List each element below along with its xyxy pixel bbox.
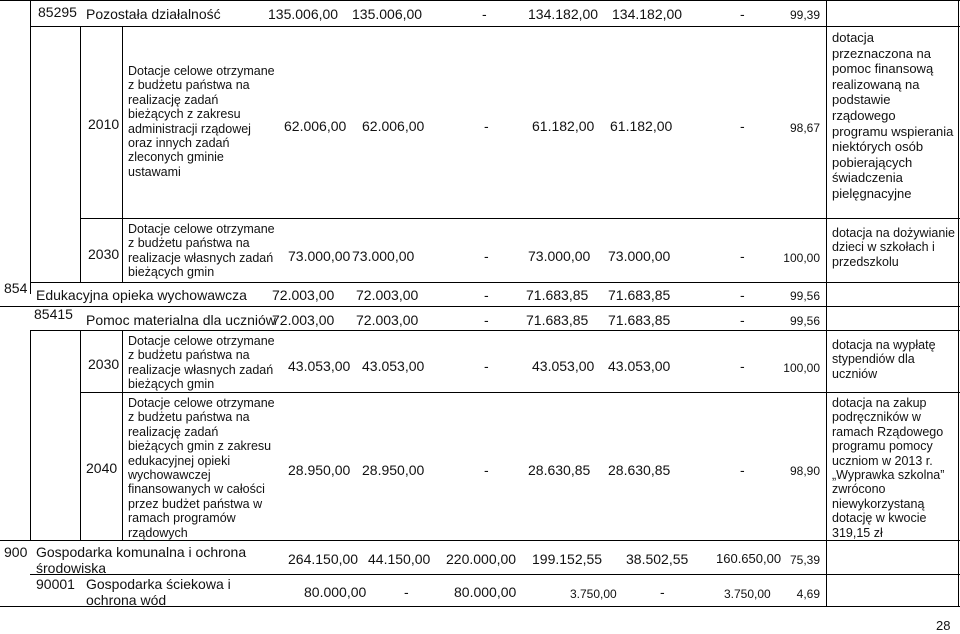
amount-exec-current: 61.182,00 [610, 118, 673, 134]
section-code: 85295 [38, 4, 77, 20]
grid-line [80, 330, 81, 540]
grid-line [80, 392, 960, 393]
amount-exec-property: - [740, 118, 745, 134]
section-name: Gospodarka ściekowa i ochrona wód [86, 576, 231, 608]
amount-plan-property: - [484, 248, 489, 264]
amount-plan-total: 135.006,00 [268, 6, 339, 22]
grid-line [80, 218, 960, 219]
amount-exec-current: 38.502,55 [626, 551, 689, 567]
amount-exec-property: - [740, 248, 745, 264]
paragraph-code: 2010 [88, 116, 120, 132]
page-number: 28 [936, 618, 951, 633]
percent-executed: 100,00 [783, 361, 820, 375]
paragraph-code: 2030 [88, 246, 120, 262]
grid-line [0, 540, 960, 541]
amount-plan-current: 43.053,00 [362, 358, 425, 374]
grid-line [80, 26, 81, 282]
amount-exec-total: 3.750,00 [570, 587, 617, 601]
paragraph-description: Dotacje celowe otrzymane z budżetu państwa na realizację zadań bieżących z zakresu administracji rządowej oraz innych zadań zleconych gminie ustawami [128, 64, 275, 179]
amount-plan-total: 72.003,00 [272, 312, 335, 328]
amount-plan-total: 73.000,00 [288, 248, 351, 264]
section-code: 85415 [34, 306, 73, 322]
grid-line [0, 0, 960, 1]
grid-line [30, 282, 960, 283]
paragraph-description: Dotacje celowe otrzymane z budżetu państwa na realizacje własnych zadań bieżących gmin [128, 334, 275, 392]
amount-exec-total: 134.182,00 [528, 6, 599, 22]
percent-executed: 100,00 [783, 251, 820, 265]
amount-exec-property: 160.650,00 [716, 551, 782, 566]
amount-exec-current: 71.683,85 [608, 287, 671, 303]
percent-executed: 99,39 [789, 8, 820, 22]
amount-plan-property: - [484, 118, 489, 134]
section-code: 90001 [36, 576, 75, 592]
percent-executed: 4,69 [796, 587, 820, 601]
grid-line [122, 330, 123, 540]
row-note: dotacja na wypłatę stypendiów dla uczniów [832, 338, 936, 381]
grid-line [958, 0, 959, 606]
amount-plan-current: 44.150,00 [368, 551, 431, 567]
amount-plan-current: 72.003,00 [356, 312, 419, 328]
percent-executed: 99,56 [789, 314, 820, 328]
amount-exec-total: 71.683,85 [526, 287, 589, 303]
amount-plan-property: - [484, 358, 489, 374]
amount-plan-property: - [484, 312, 489, 328]
paragraph-code: 2030 [88, 356, 120, 372]
amount-plan-property: 220.000,00 [446, 551, 517, 567]
grid-line [0, 306, 960, 307]
section-name: Edukacyjna opieka wychowawcza [36, 287, 247, 303]
amount-exec-current: 71.683,85 [608, 312, 671, 328]
section-code: 854 [4, 280, 28, 296]
amount-exec-total: 28.630,85 [528, 462, 591, 478]
grid-line [30, 0, 31, 294]
section-name: Pozostała działalność [86, 6, 221, 22]
amount-exec-current: 28.630,85 [608, 462, 671, 478]
amount-exec-current: - [660, 584, 665, 600]
amount-plan-current: 135.006,00 [352, 6, 423, 22]
section-name: Gospodarka komunalna i ochrona środowiska [36, 544, 247, 576]
amount-exec-current: 73.000,00 [608, 248, 671, 264]
row-note: dotacja na zakup podręczników w ramach Rządowego programu pomocy uczniom w 2013 r. „Wyprawka szkolna” zwrócono niewykorzystaną dotację w kwocie 319,15 zł [832, 396, 945, 540]
grid-line [122, 26, 123, 282]
amount-plan-total: 28.950,00 [288, 462, 351, 478]
amount-plan-current: 62.006,00 [362, 118, 425, 134]
amount-plan-total: 80.000,00 [304, 584, 367, 600]
amount-exec-total: 61.182,00 [532, 118, 595, 134]
section-name: Pomoc materialna dla uczniów [86, 312, 276, 328]
amount-plan-current: 72.003,00 [356, 287, 419, 303]
amount-plan-total: 62.006,00 [284, 118, 347, 134]
amount-plan-total: 264.150,00 [288, 551, 359, 567]
amount-exec-current: 134.182,00 [612, 6, 683, 22]
row-note: dotacja na dożywianie dzieci w szkołach i przedszkolu [832, 226, 955, 269]
amount-exec-property: - [740, 462, 745, 478]
amount-exec-total: 73.000,00 [528, 248, 591, 264]
paragraph-description: Dotacje celowe otrzymane z budżetu państwa na realizacje własnych zadań bieżących gmin [128, 222, 275, 280]
amount-exec-property: - [740, 287, 745, 303]
amount-exec-property: - [740, 358, 745, 374]
amount-plan-property: - [482, 6, 487, 22]
amount-plan-property: - [484, 462, 489, 478]
percent-executed: 98,67 [789, 121, 820, 135]
amount-exec-total: 43.053,00 [532, 358, 595, 374]
amount-plan-current: 73.000,00 [352, 248, 415, 264]
amount-plan-total: 72.003,00 [272, 287, 335, 303]
amount-plan-current: - [404, 584, 409, 600]
amount-exec-property: 3.750,00 [724, 587, 771, 601]
percent-executed: 75,39 [789, 553, 820, 567]
amount-exec-total: 199.152,55 [532, 551, 603, 567]
section-code: 900 [4, 544, 28, 560]
grid-line [826, 0, 827, 606]
percent-executed: 98,90 [789, 464, 820, 478]
paragraph-description: Dotacje celowe otrzymane z budżetu państwa na realizację zadań bieżących gmin z zakresu edukacyjnej opieki wychowawczej finansowanych w całości przez budżet państwa w ramach programów rządowych [128, 396, 275, 540]
row-note: dotacja przeznaczona na pomoc finansową realizowaną na podstawie rządowego programu wspierania niektórych osób pobierających świadczenia pielęgnacyjne [832, 30, 954, 201]
amount-plan-current: 28.950,00 [362, 462, 425, 478]
paragraph-code: 2040 [86, 460, 118, 476]
amount-plan-property: - [484, 287, 489, 303]
amount-exec-property: - [740, 312, 745, 328]
amount-exec-current: 43.053,00 [608, 358, 671, 374]
amount-exec-total: 71.683,85 [526, 312, 589, 328]
amount-plan-total: 43.053,00 [288, 358, 351, 374]
amount-exec-property: - [740, 6, 745, 22]
grid-line [30, 26, 960, 27]
grid-line [30, 330, 960, 331]
grid-line [30, 330, 31, 540]
amount-plan-property: 80.000,00 [454, 584, 517, 600]
percent-executed: 99,56 [789, 289, 820, 303]
